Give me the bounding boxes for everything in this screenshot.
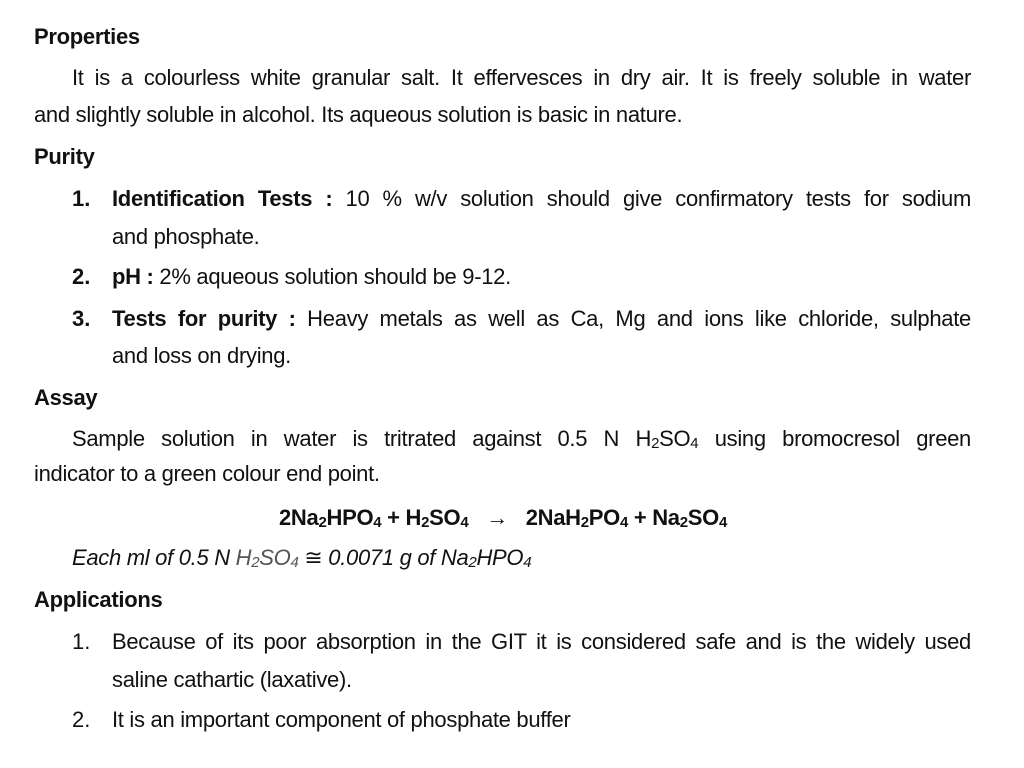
heading-purity: Purity — [34, 144, 95, 169]
equation-part: 2NaH — [525, 505, 581, 530]
purity-item-2-line-1 — [112, 262, 511, 292]
purity-item-1-line-1 — [112, 184, 971, 214]
equivalence-text: HPO — [476, 545, 524, 570]
heading-applications: Applications — [34, 587, 163, 612]
subscript: 2 — [468, 554, 477, 571]
purity-item-2-label: pH : — [112, 264, 154, 289]
subscript: 4 — [523, 554, 532, 571]
properties-line-2: and slightly soluble in alcohol. Its aqueous solution is basic in nature. — [34, 102, 683, 127]
purity-item-1-line-2: and phosphate. — [112, 224, 260, 249]
assay-line-1-text: SO — [659, 426, 691, 451]
equivalence-text: Each ml of 0.5 N — [72, 545, 236, 570]
reaction-arrow-icon: → — [486, 505, 508, 530]
subscript: 4 — [690, 435, 699, 452]
equivalence-text: SO — [259, 545, 291, 570]
purity-item-1-number: 1. — [72, 186, 91, 211]
equation-part: HPO — [326, 505, 374, 530]
subscript: 4 — [460, 514, 469, 531]
subscript: 2 — [251, 554, 260, 571]
purity-item-1-text: 10 % w/v solution should give confirmatory tests for sodium — [332, 186, 971, 211]
subscript: 2 — [651, 435, 660, 452]
subscript: 2 — [679, 514, 688, 531]
equation-plus: + — [628, 505, 653, 530]
applications-item-1-line-1: Because of its poor absorption in the GIT it is considered safe and is the widely used — [112, 629, 971, 654]
equation-part: PO — [588, 505, 620, 530]
purity-item-2-number: 2. — [72, 264, 91, 289]
assay-line-1 — [72, 424, 971, 454]
purity-item-3-line-2: and loss on drying. — [112, 343, 291, 368]
subscript: 4 — [373, 514, 382, 531]
applications-item-2-number: 2. — [72, 707, 91, 732]
equivalence-text: H — [235, 545, 252, 570]
heading-properties: Properties — [34, 24, 140, 49]
equation-part: 2Na — [278, 505, 319, 530]
equation-part: H — [405, 505, 422, 530]
assay-line-2: indicator to a green colour end point. — [34, 461, 380, 486]
equation-plus: + — [381, 505, 406, 530]
purity-item-3-line-1 — [112, 304, 971, 334]
equation-part: Na — [652, 505, 680, 530]
assay-equivalence — [72, 543, 531, 573]
subscript: 2 — [318, 514, 327, 531]
reaction-equation — [0, 503, 1006, 533]
equation-part: SO — [429, 505, 461, 530]
purity-item-3-number: 3. — [72, 306, 91, 331]
purity-item-3-label: Tests for purity : — [112, 306, 296, 331]
properties-line-1: It is a colourless white granular salt. It effervesces in dry air. It is freely soluble in water — [72, 65, 971, 90]
heading-assay: Assay — [34, 385, 98, 410]
purity-item-2-text: 2% aqueous solution should be 9-12. — [153, 264, 511, 289]
applications-item-1-line-2: saline cathartic (laxative). — [112, 667, 352, 692]
subscript: 2 — [580, 514, 589, 531]
equivalence-text: ≅ 0.0071 g of Na — [298, 545, 469, 570]
assay-line-1-text: Sample solution in water is tritrated against 0.5 N H — [72, 426, 652, 451]
purity-item-3-text: Heavy metals as well as Ca, Mg and ions like chloride, sulphate — [295, 306, 971, 331]
applications-item-1-number: 1. — [72, 629, 91, 654]
subscript: 4 — [619, 514, 629, 531]
equation-part: SO — [687, 505, 719, 530]
subscript: 4 — [290, 554, 299, 571]
subscript: 2 — [421, 514, 430, 531]
applications-item-2-line-1: It is an important component of phosphate buffer — [112, 707, 571, 732]
assay-line-1-text: using bromocresol green — [698, 426, 971, 451]
purity-item-1-label: Identification Tests : — [112, 186, 333, 211]
subscript: 4 — [718, 514, 728, 531]
